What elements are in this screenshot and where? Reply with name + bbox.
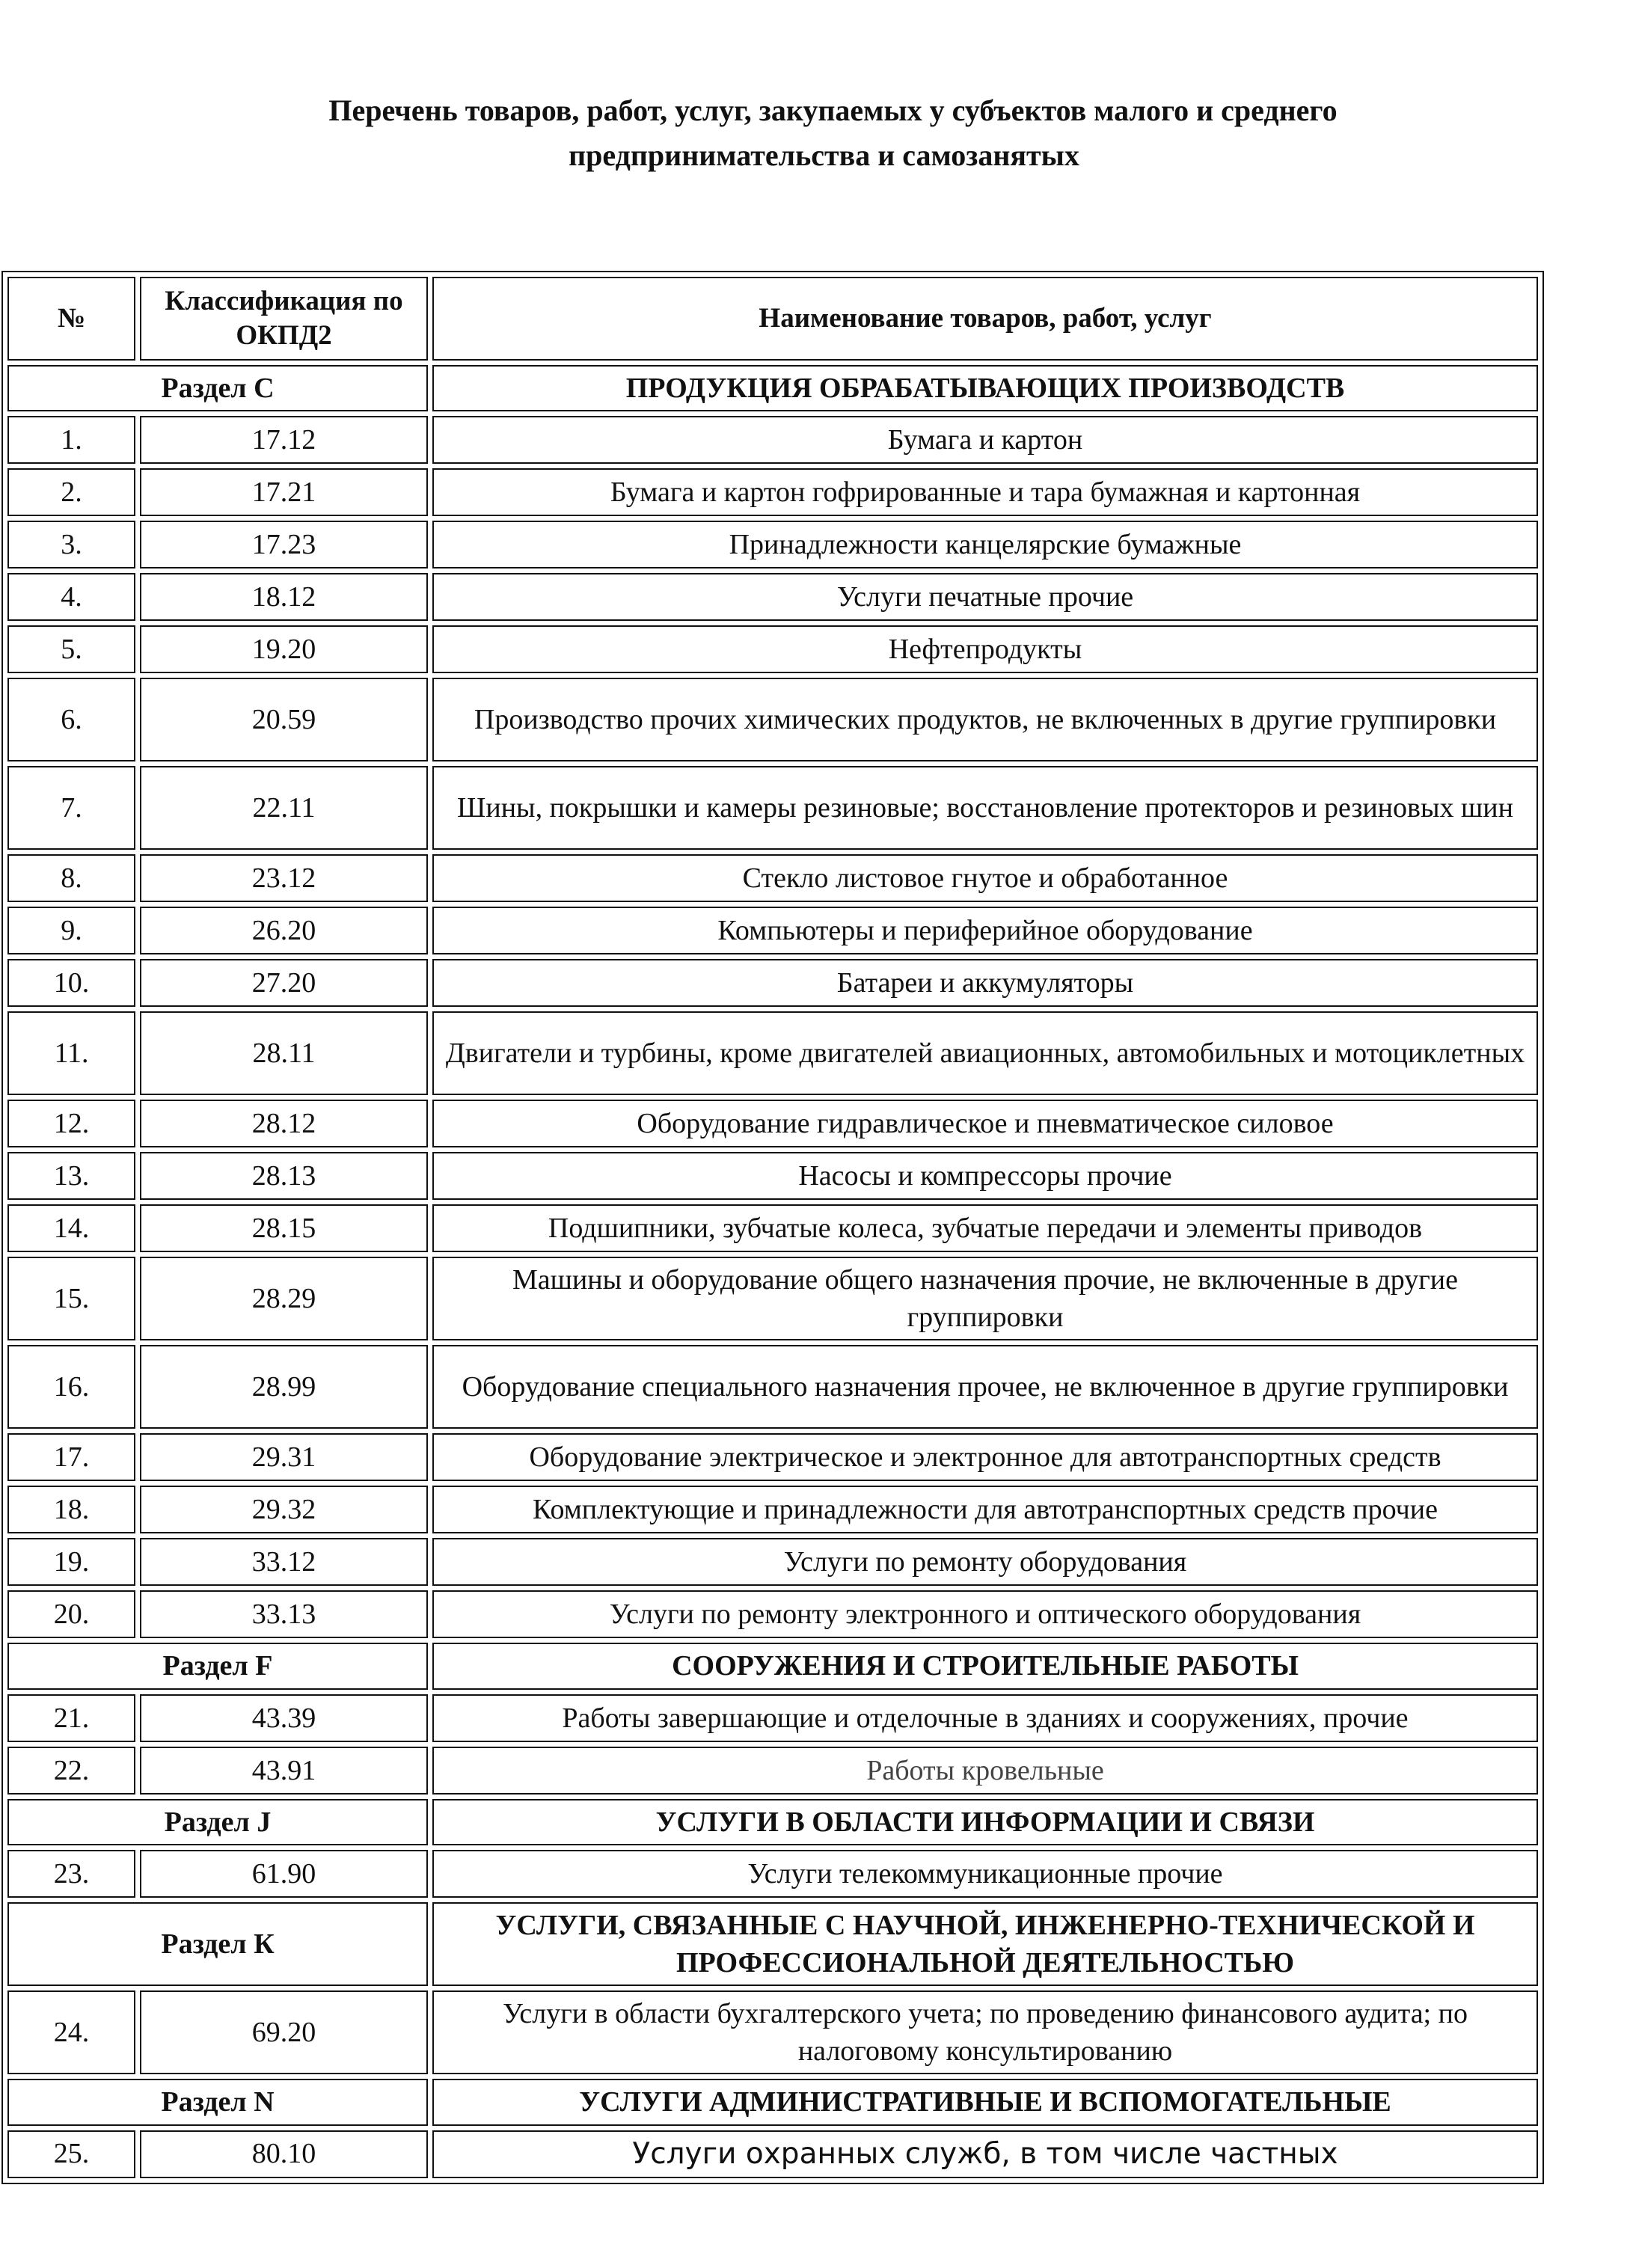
row-num: 13. [7,1152,135,1200]
table-row [7,1257,1538,1340]
table-row [7,1345,1538,1429]
row-name: Насосы и компрессоры прочие [432,1152,1538,1200]
row-num: 19. [7,1538,135,1586]
table-row [7,2130,1538,2178]
table-row [7,1486,1538,1533]
section-row [7,1902,1538,1986]
section-title: СООРУЖЕНИЯ И СТРОИТЕЛЬНЫЕ РАБОТЫ [432,1643,1538,1689]
table-row [7,416,1538,464]
row-num: 21. [7,1694,135,1742]
row-code: 43.39 [140,1694,428,1742]
row-name: Компьютеры и периферийное оборудование [432,907,1538,954]
goods-services-table [1,271,1544,2184]
section-label: Раздел С [7,365,428,411]
row-name: Бумага и картон [432,416,1538,464]
row-code: 18.12 [140,573,428,621]
row-num: 20. [7,1590,135,1638]
page-title-line-2: предпринимательства и самозанятых [569,138,1079,172]
row-name: Батареи и аккумуляторы [432,959,1538,1007]
section-title: УСЛУГИ В ОБЛАСТИ ИНФОРМАЦИИ И СВЯЗИ [432,1799,1538,1845]
row-num: 3. [7,521,135,568]
row-num: 11. [7,1011,135,1095]
page-title [0,88,1633,178]
row-name: Нефтепродукты [432,625,1538,673]
row-num: 2. [7,468,135,516]
section-label: Раздел К [7,1902,428,1986]
row-code: 33.13 [140,1590,428,1638]
row-num: 4. [7,573,135,621]
row-num: 5. [7,625,135,673]
row-name: Услуги по ремонту оборудования [432,1538,1538,1586]
table-row [7,1747,1538,1795]
section-row [7,1643,1538,1689]
row-num: 9. [7,907,135,954]
row-code: 20.59 [140,678,428,761]
row-num: 6. [7,678,135,761]
table-row [7,468,1538,516]
row-num: 8. [7,854,135,902]
table-row [7,766,1538,850]
table-row [7,1152,1538,1200]
table-row [7,959,1538,1007]
row-code: 17.12 [140,416,428,464]
table-row [7,1011,1538,1095]
table-row [7,573,1538,621]
table-row [7,625,1538,673]
section-label: Раздел F [7,1643,428,1689]
row-code: 17.23 [140,521,428,568]
row-num: 14. [7,1204,135,1252]
row-name: Стекло листовое гнутое и обработанное [432,854,1538,902]
table-row [7,1204,1538,1252]
row-name: Работы завершающие и отделочные в зданиях и сооружениях, прочие [432,1694,1538,1742]
section-row [7,1799,1538,1845]
row-name: Принадлежности канцелярские бумажные [432,521,1538,568]
row-name: Производство прочих химических продуктов, не включенных в другие группировки [432,678,1538,761]
row-num: 7. [7,766,135,850]
row-code: 27.20 [140,959,428,1007]
row-num: 15. [7,1257,135,1340]
table-row [7,521,1538,568]
row-num: 23. [7,1850,135,1898]
table-row [7,1538,1538,1586]
row-code: 26.20 [140,907,428,954]
table-row [7,1694,1538,1742]
row-code: 28.99 [140,1345,428,1429]
row-code: 28.29 [140,1257,428,1340]
row-num: 16. [7,1345,135,1429]
row-name: Оборудование гидравлическое и пневматическое силовое [432,1100,1538,1147]
page-title-line-1: Перечень товаров, работ, услуг, закупаемых у субъектов малого и среднего [328,94,1338,127]
row-name: Подшипники, зубчатые колеса, зубчатые передачи и элементы приводов [432,1204,1538,1252]
row-code: 22.11 [140,766,428,850]
row-code: 28.13 [140,1152,428,1200]
section-row [7,2079,1538,2125]
row-name: Двигатели и турбины, кроме двигателей авиационных, автомобильных и мотоциклетных [432,1011,1538,1095]
header-okpd2: Классификация по ОКПД2 [140,277,428,361]
row-code: 28.15 [140,1204,428,1252]
table-header-row [7,277,1538,361]
section-title: УСЛУГИ, СВЯЗАННЫЕ С НАУЧНОЙ, ИНЖЕНЕРНО-ТЕХНИЧЕСКОЙ И ПРОФЕССИОНАЛЬНОЙ ДЕЯТЕЛЬНОСТЬЮ [432,1902,1538,1986]
table-row [7,907,1538,954]
row-name: Машины и оборудование общего назначения прочие, не включенные в другие группировки [432,1257,1538,1340]
table-row [7,1990,1538,2074]
row-code: 29.31 [140,1433,428,1481]
row-code: 29.32 [140,1486,428,1533]
row-num: 12. [7,1100,135,1147]
row-num: 10. [7,959,135,1007]
row-code: 19.20 [140,625,428,673]
row-code: 61.90 [140,1850,428,1898]
row-name: Оборудование электрическое и электронное для автотранспортных средств [432,1433,1538,1481]
section-label: Раздел J [7,1799,428,1845]
row-name: Услуги телекоммуникационные прочие [432,1850,1538,1898]
row-name: Комплектующие и принадлежности для автотранспортных средств прочие [432,1486,1538,1533]
row-code: 28.12 [140,1100,428,1147]
row-num: 18. [7,1486,135,1533]
section-row [7,365,1538,411]
row-num: 17. [7,1433,135,1481]
table-row [7,854,1538,902]
table-row [7,1850,1538,1898]
section-title: УСЛУГИ АДМИНИСТРАТИВНЫЕ И ВСПОМОГАТЕЛЬНЫЕ [432,2079,1538,2125]
row-name: Услуги охранных служб, в том числе частных [432,2130,1538,2178]
row-code: 17.21 [140,468,428,516]
row-code: 23.12 [140,854,428,902]
row-name: Бумага и картон гофрированные и тара бумажная и картонная [432,468,1538,516]
row-num: 1. [7,416,135,464]
row-num: 24. [7,1990,135,2074]
row-code: 28.11 [140,1011,428,1095]
row-name: Оборудование специального назначения прочее, не включенное в другие группировки [432,1345,1538,1429]
section-label: Раздел N [7,2079,428,2125]
section-title: ПРОДУКЦИЯ ОБРАБАТЫВАЮЩИХ ПРОИЗВОДСТВ [432,365,1538,411]
header-name: Наименование товаров, работ, услуг [432,277,1538,361]
table-row [7,1100,1538,1147]
row-num: 22. [7,1747,135,1795]
row-code: 43.91 [140,1747,428,1795]
row-name: Услуги печатные прочие [432,573,1538,621]
row-code: 69.20 [140,1990,428,2074]
table-row [7,1590,1538,1638]
table-row [7,678,1538,761]
row-num: 25. [7,2130,135,2178]
row-name: Шины, покрышки и камеры резиновые; восстановление протекторов и резиновых шин [432,766,1538,850]
row-code: 33.12 [140,1538,428,1586]
row-name: Услуги по ремонту электронного и оптического оборудования [432,1590,1538,1638]
header-num: № [7,277,135,361]
row-name: Работы кровельные [432,1747,1538,1795]
row-code: 80.10 [140,2130,428,2178]
row-name: Услуги в области бухгалтерского учета; по проведению финансового аудита; по налоговому консультированию [432,1990,1538,2074]
table-row [7,1433,1538,1481]
